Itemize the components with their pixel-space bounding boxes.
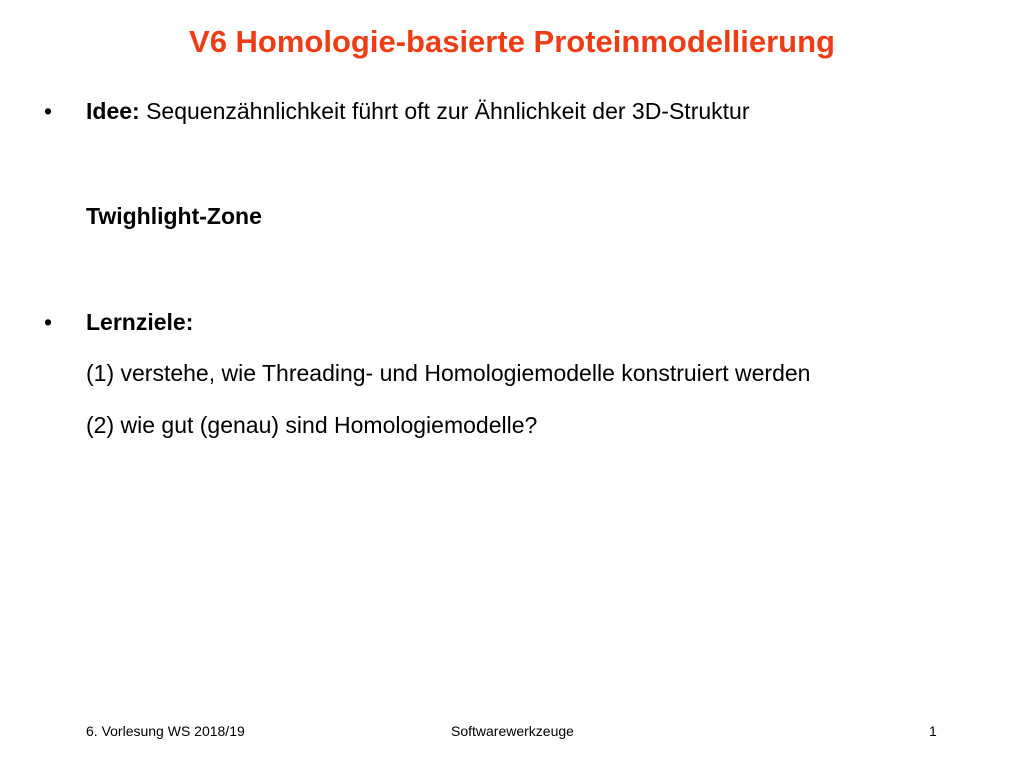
idea-label: Idee: (86, 98, 140, 124)
learning-goal-item: (1) verstehe, wie Threading- und Homologiemodelle konstruiert werden (86, 360, 811, 386)
footer-page-number: 1 (929, 723, 937, 739)
idea-text: Sequenzähnlichkeit führt oft zur Ähnlichkeit der 3D-Struktur (139, 98, 750, 124)
footer-lecture-info: 6. Vorlesung WS 2018/19 (86, 723, 245, 739)
bullet-icon: • (44, 98, 53, 124)
slide-title: V6 Homologie-basierte Proteinmodellierung (189, 24, 835, 59)
learning-goals-label: Lernziele: (86, 309, 194, 335)
footer-course-name: Softwarewerkzeuge (451, 723, 574, 739)
twilight-zone-label: Twighlight-Zone (86, 203, 262, 229)
bullet-icon: • (44, 309, 53, 335)
idea-line (86, 98, 750, 125)
learning-goal-item: (2) wie gut (genau) sind Homologiemodelle? (86, 412, 538, 438)
